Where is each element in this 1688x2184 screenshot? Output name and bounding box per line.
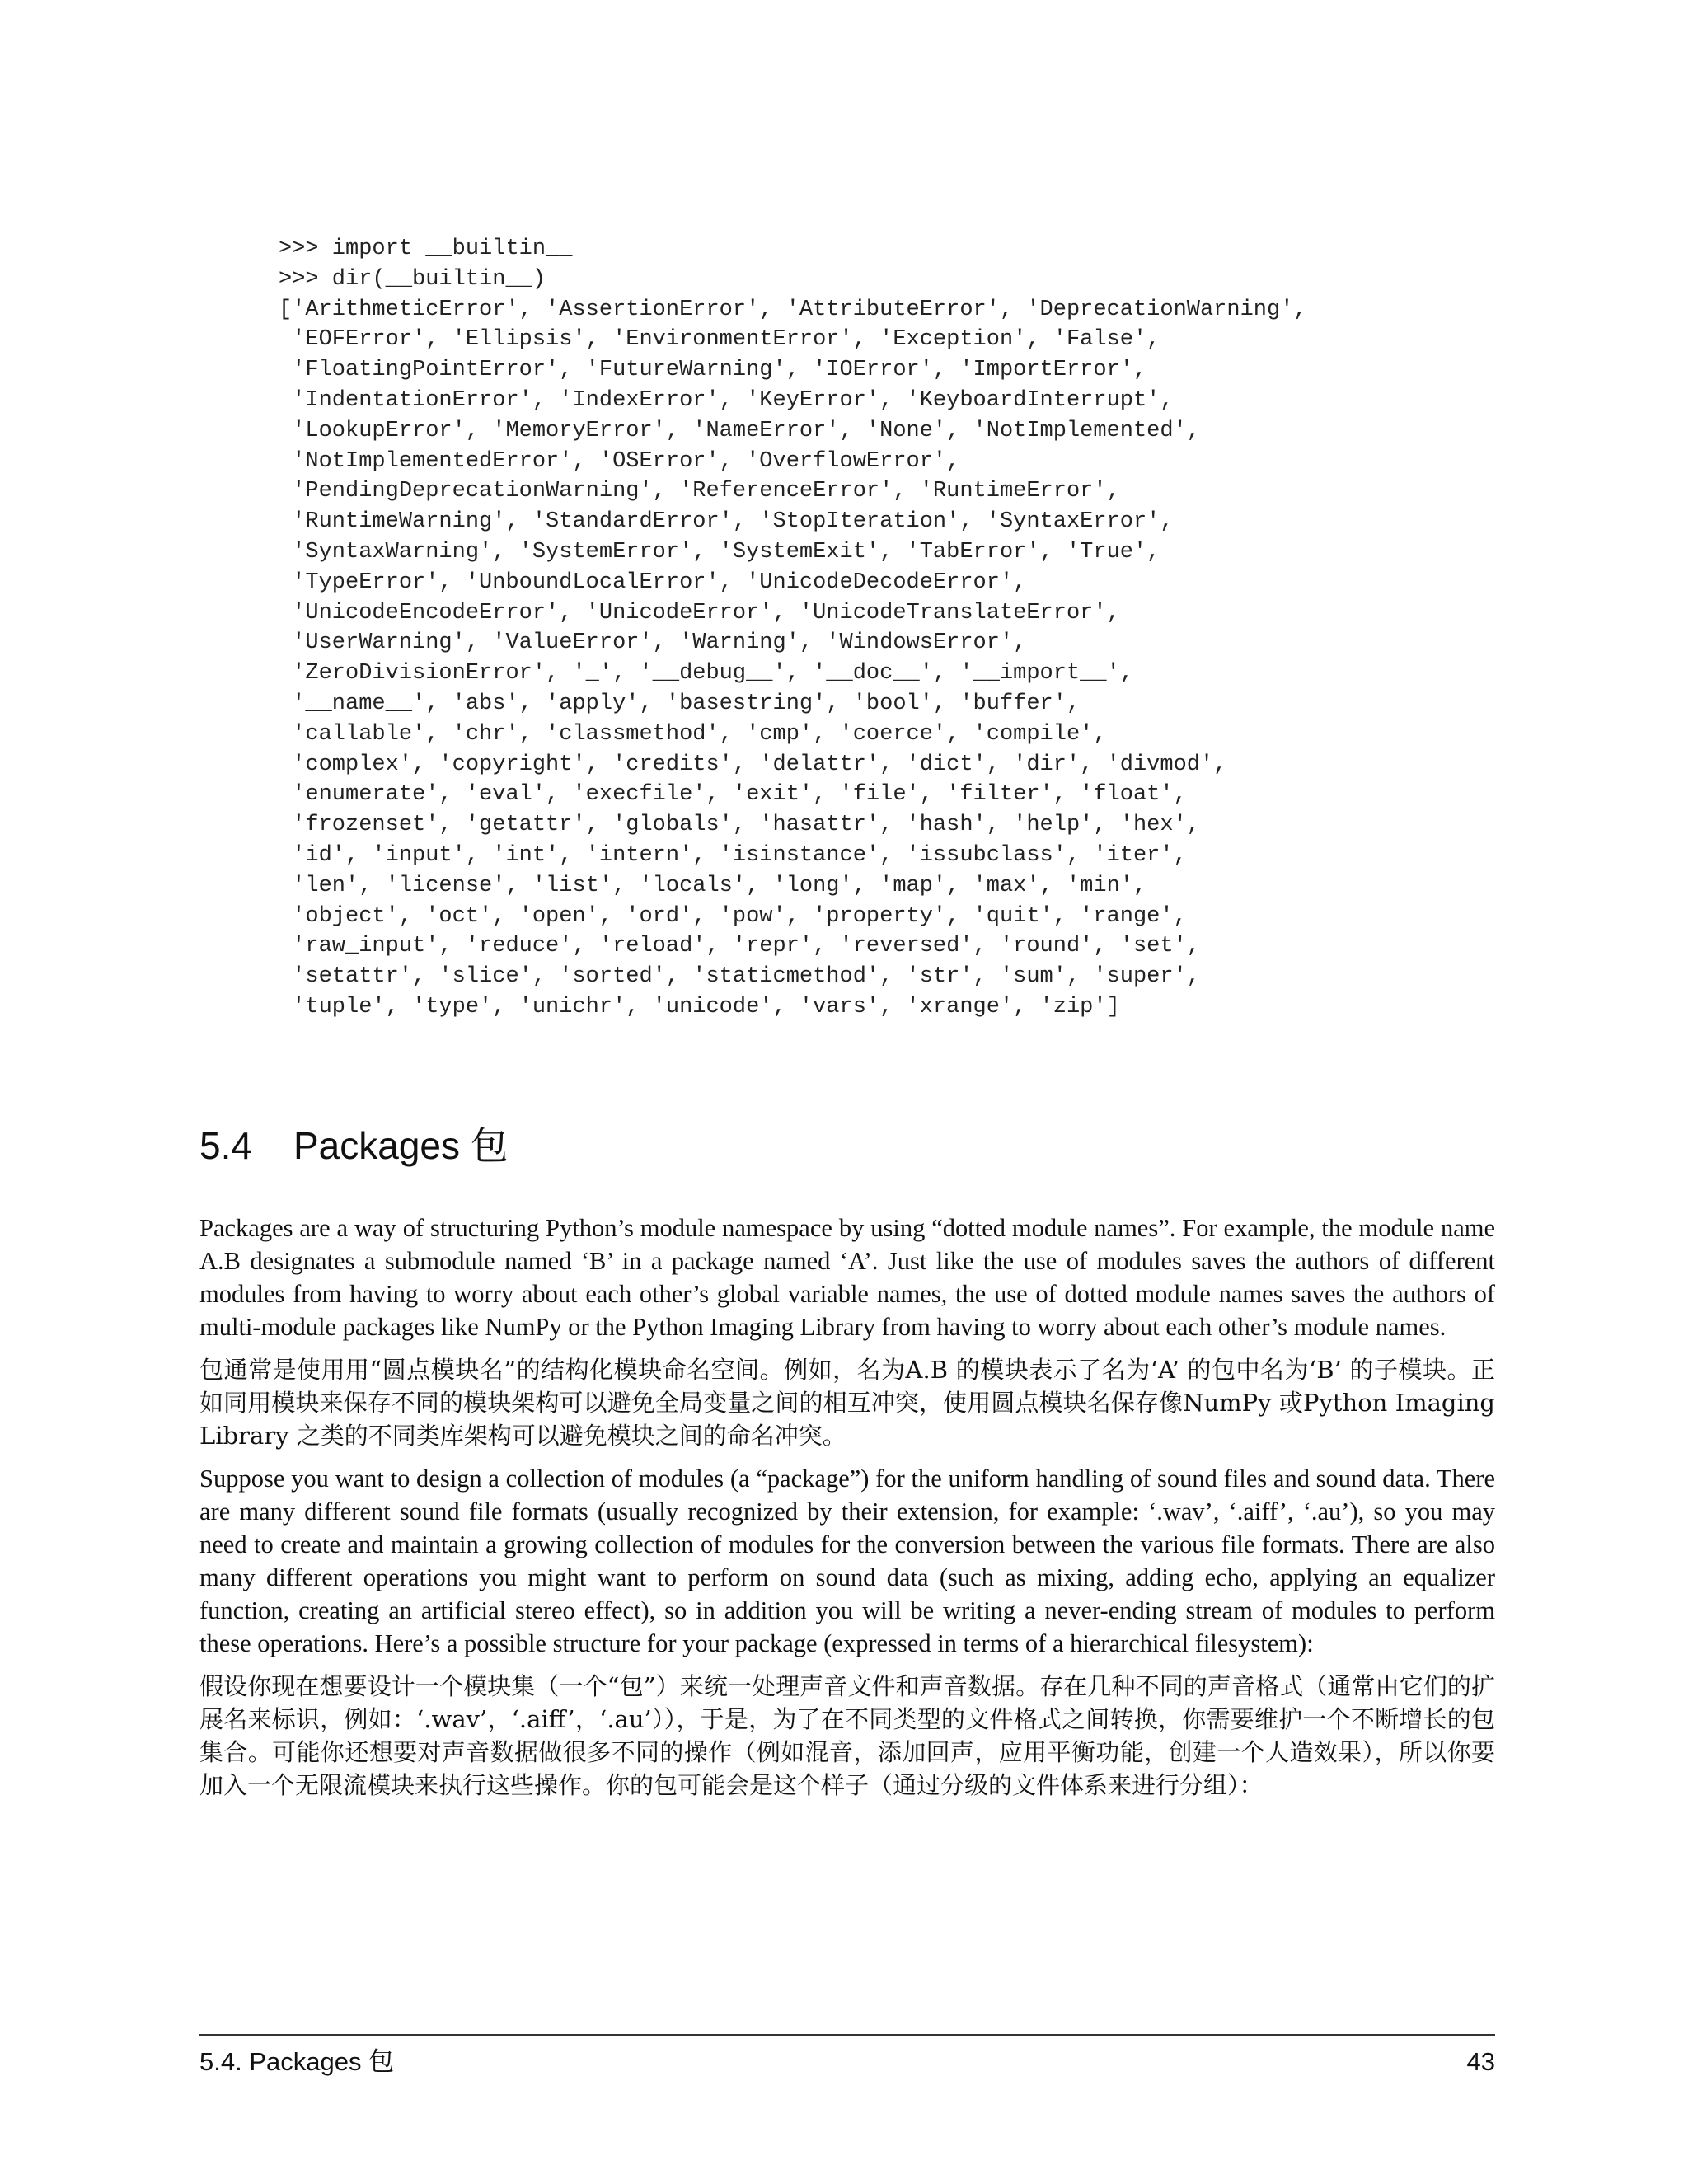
code-line: 'IndentationError', 'IndexError', 'KeyError', 'KeyboardInterrupt', xyxy=(279,387,1174,413)
code-line: 'TypeError', 'UnboundLocalError', 'UnicodeDecodeError', xyxy=(279,569,1027,595)
code-line: 'PendingDeprecationWarning', 'ReferenceError', 'RuntimeError', xyxy=(279,479,1120,504)
paragraph-packages-intro: Packages are a way of structuring Python’s module namespace by using “dotted module names”. For example, the module name A.B designates a submodule named ‘B’ in a package named ‘A’. Just like the use of modules saves the authors of different modules from having to worry about each other’s global variable names, the use of dotted module names saves the authors of multi-module packages like NumPy or the Python Imaging Library from having to worry about each other’s module names. xyxy=(199,1214,1495,1341)
code-line: '__name__', 'abs', 'apply', 'basestring', 'bool', 'buffer', xyxy=(279,691,1081,716)
code-line: 'UnicodeEncodeError', 'UnicodeError', 'UnicodeTranslateError', xyxy=(279,600,1120,626)
code-line: 'LookupError', 'MemoryError', 'NameError', 'None', 'NotImplemented', xyxy=(279,418,1200,443)
footer-divider xyxy=(199,2034,1495,2036)
code-line: 'UserWarning', 'ValueError', 'Warning', 'WindowsError', xyxy=(279,630,1027,656)
paragraph-packages-intro-chinese: 包通常是使用用“圆点模块名”的结构化模块命名空间。例如，名为A.B 的模块表示了名为‘A’ 的包中名为‘B’ 的子模块。正如同用模块来保存不同的模块架构可以避免全局变量之间的相互冲突，使用圆点模块名保存像NumPy 或Python Imaging Library 之类的不同类库架构可以避免模块之间的命名冲突。 xyxy=(199,1356,1495,1450)
code-line: 'SyntaxWarning', 'SystemError', 'SystemExit', 'TabError', 'True', xyxy=(279,539,1160,565)
body-text xyxy=(199,1212,1495,1811)
footer-section-label: 5.4. Packages 包 xyxy=(199,2047,395,2076)
code-line: 'RuntimeWarning', 'StandardError', 'StopIteration', 'SyntaxError', xyxy=(279,509,1174,535)
code-line: 'len', 'license', 'list', 'locals', 'long', 'map', 'max', 'min', xyxy=(279,873,1147,898)
code-line: >>> import __builtin__ xyxy=(279,237,573,261)
code-line: 'setattr', 'slice', 'sorted', 'staticmethod', 'str', 'sum', 'super', xyxy=(279,964,1200,990)
section-heading xyxy=(199,1121,509,1170)
code-line: ['ArithmeticError', 'AssertionError', 'AttributeError', 'DeprecationWarning', xyxy=(279,297,1307,322)
section-number: 5.4 xyxy=(199,1124,252,1167)
code-line: 'id', 'input', 'int', 'intern', 'isinstance', 'issubclass', 'iter', xyxy=(279,842,1187,868)
code-line: 'ZeroDivisionError', '_', '__debug__', '__doc__', '__import__', xyxy=(279,661,1133,687)
paragraph-sound-package-chinese: 假设你现在想要设计一个模块集（一个“包”）来统一处理声音文件和声音数据。存在几种不同的声音格式（通常由它们的扩展名来标识，例如：‘.wav’，‘.aiff’，‘.au’）），于是，为了在不同类型的文件格式之间转换，你需要维护一个不断增长的包集合。可能你还想要对声音数据做很多不同的操作（例如混音，添加回声，应用平衡功能，创建一个人造效果），所以你要加入一个无限流模块来执行这些操作。你的包可能会是这个样子（通过分级的文件体系来进行分组）： xyxy=(199,1672,1495,1799)
code-line: 'enumerate', 'eval', 'execfile', 'exit', 'file', 'filter', 'float', xyxy=(279,782,1187,808)
page-number: 43 xyxy=(1466,2047,1495,2076)
code-line: 'FloatingPointError', 'FutureWarning', 'IOError', 'ImportError', xyxy=(279,358,1147,383)
code-block xyxy=(279,234,1515,1023)
code-line: 'NotImplementedError', 'OSError', 'OverflowError', xyxy=(279,448,960,474)
section-title: Packages 包 xyxy=(293,1124,509,1167)
code-line: 'callable', 'chr', 'classmethod', 'cmp', 'coerce', 'compile', xyxy=(279,721,1107,747)
code-line: >>> dir(__builtin__) xyxy=(279,266,546,292)
code-line: 'raw_input', 'reduce', 'reload', 'repr', 'reversed', 'round', 'set', xyxy=(279,934,1200,959)
code-line: 'tuple', 'type', 'unichr', 'unicode', 'vars', 'xrange', 'zip'] xyxy=(279,994,1120,1019)
code-line: 'complex', 'copyright', 'credits', 'delattr', 'dict', 'dir', 'divmod', xyxy=(279,752,1227,777)
code-line: 'EOFError', 'Ellipsis', 'EnvironmentError', 'Exception', 'False', xyxy=(279,327,1160,353)
code-line: 'object', 'oct', 'open', 'ord', 'pow', 'property', 'quit', 'range', xyxy=(279,903,1187,929)
code-line: 'frozenset', 'getattr', 'globals', 'hasattr', 'hash', 'help', 'hex', xyxy=(279,813,1200,838)
paragraph-sound-package: Suppose you want to design a collection of modules (a “package”) for the uniform handling of sound files and sound data. There are many different sound file formats (usually recognized by their extension, for example: ‘.wav’, ‘.aiff’, ‘.au’), so you may need to create and maintain a growing collection of modules for the conversion between the various file formats. There are also many different operations you might want to perform on sound data (such as mixing, adding echo, applying an equalizer function, creating an artificial stereo effect), so in addition you will be writing a never-ending stream of modules to perform these operations. Here’s a possible structure for your package (expressed in terms of a hierarchical filesystem): xyxy=(199,1465,1495,1657)
